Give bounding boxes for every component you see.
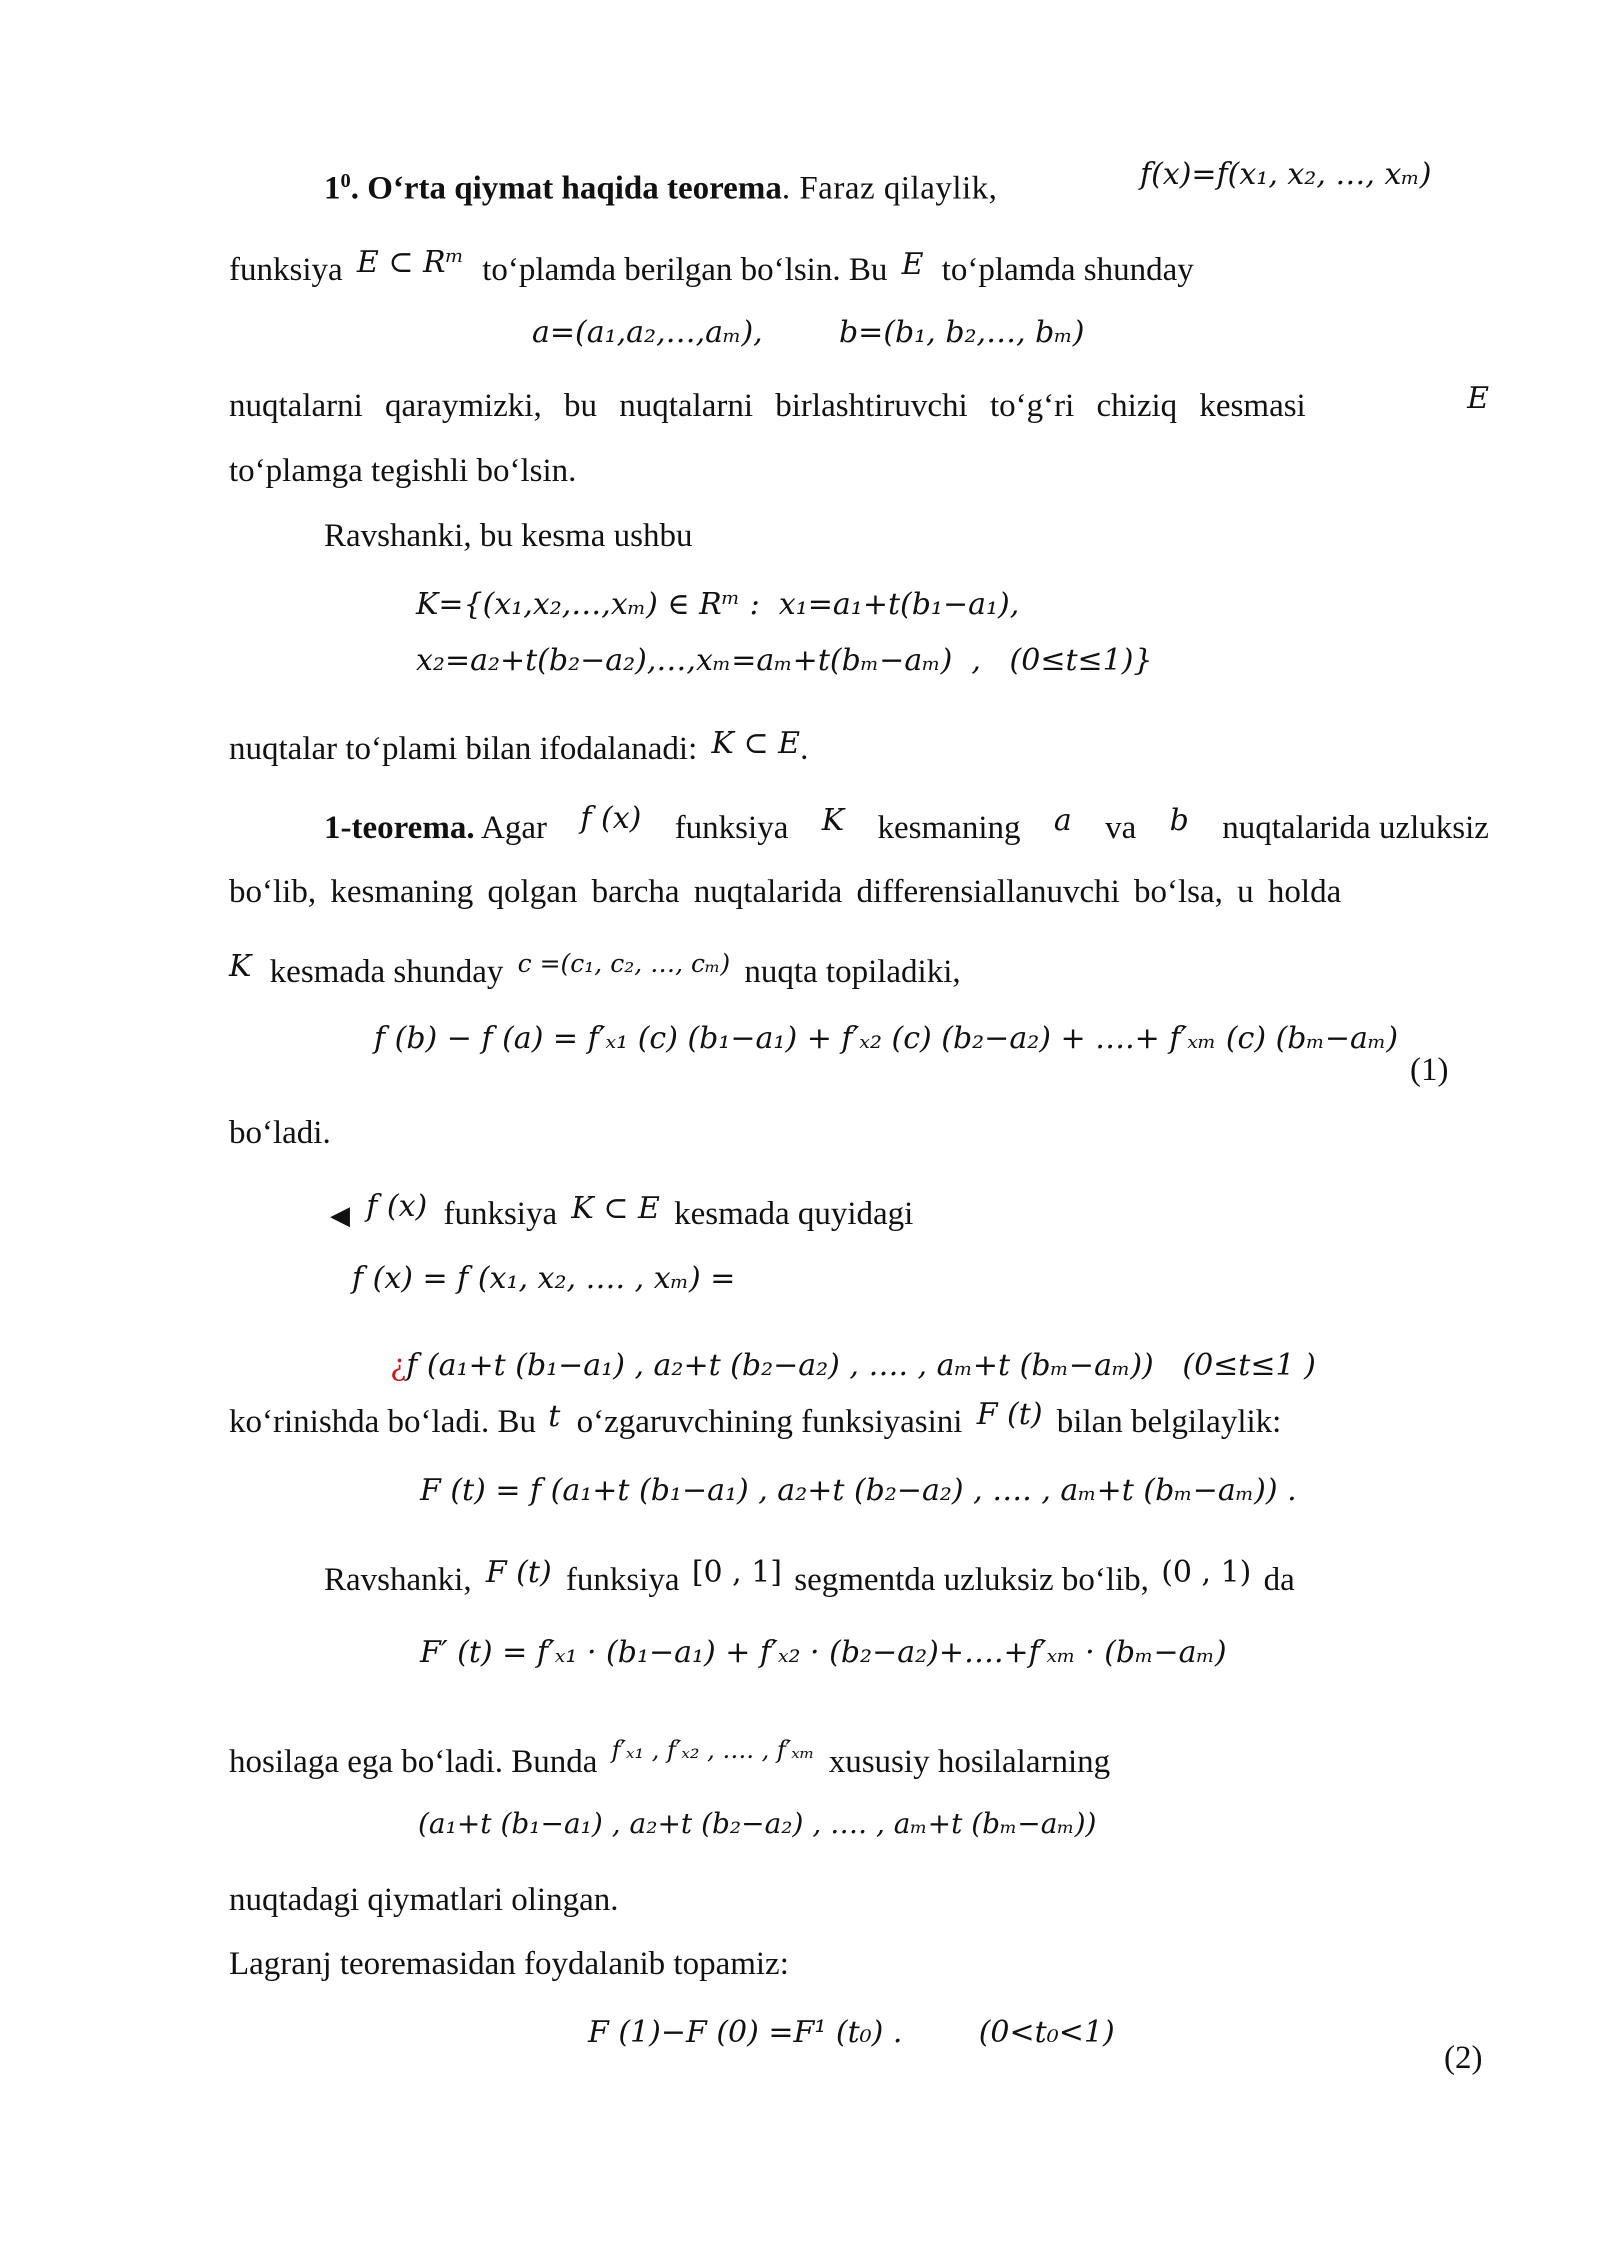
text-line xyxy=(229,381,1489,426)
subset-math: K ⊂ E xyxy=(571,1191,660,1226)
math-b: b xyxy=(1169,803,1189,838)
text-line: Ravshanki, bu kesma ushbu xyxy=(324,518,693,554)
theorem-line-3 xyxy=(229,949,961,992)
text-span: hosilaga ega bo‘ladi. Bunda xyxy=(229,1744,598,1780)
math-K: K xyxy=(821,803,845,838)
text-span: nuqtalar to‘plami bilan ifodalanadi: xyxy=(229,731,698,767)
segment-math: [0 , 1] xyxy=(691,1555,783,1590)
text-line: Lagranj teoremasidan foydalanib topamiz: xyxy=(229,1946,789,1982)
broken-glyph: ¿ xyxy=(390,1347,407,1383)
points-formula: a=(a₁,a₂,…,aₘ), b=(b₁, b₂,…, bₘ) xyxy=(532,315,1085,350)
proof-line-4 xyxy=(229,1397,1282,1442)
text-span: nuqta topiladiki, xyxy=(744,954,961,990)
F-derivative-formula: F′ (t) = f′ₓ₁ · (b₁−a₁) + f′ₓ₂ · (b₂−a₂)+….+f′ₓₘ · (bₘ−aₘ) xyxy=(420,1635,1227,1670)
text-span: to‘plamda berilgan bo‘lsin. Bu xyxy=(482,252,888,288)
proof-line-1 xyxy=(330,1189,914,1234)
section-intro: . Faraz qilaylik, xyxy=(781,170,998,207)
text-span: kesmada shunday xyxy=(269,954,504,990)
text-span: funksiya xyxy=(443,1196,558,1232)
text-line xyxy=(229,726,809,769)
math-K: K xyxy=(229,949,252,984)
section-number-sup: 0 xyxy=(340,170,351,192)
math-t: t xyxy=(548,1399,561,1434)
formula-span: f (a₁+t (b₁−a₁) , a₂+t (b₂−a₂) , …. , aₘ+t (bₘ−aₘ)) (0≤t≤1 ) xyxy=(406,1347,1316,1383)
text-span: ko‘rinishda bo‘ladi. Bu xyxy=(229,1404,537,1440)
math-E: E xyxy=(901,247,924,282)
proof-marker-icon: ◀ xyxy=(330,1201,350,1230)
function-math: f (x) xyxy=(580,801,642,836)
set-definition-line-1: K={(x₁,x₂,…,xₘ) ∈ Rᵐ : x₁=a₁+t(b₁−a₁), xyxy=(416,587,1020,622)
function-math: f (x) xyxy=(366,1189,428,1224)
text-span: segmentda uzluksiz bo‘lib, xyxy=(794,1562,1149,1598)
theorem-line-2: bo‘lib, kesmaning qolgan barcha nuqtalarida differensiallanuvchi bo‘lsa, u holda xyxy=(229,874,1342,910)
set-inclusion-math: E ⊂ Rᵐ xyxy=(356,245,465,280)
equation-1-number: (1) xyxy=(1410,1052,1449,1088)
equation-2: F (1)−F (0) =F¹ (t₀) . (0<t₀<1) xyxy=(588,2015,1115,2050)
proof-line-6 xyxy=(324,1555,1295,1600)
text-span: funksiya xyxy=(229,252,343,288)
function-F-math: F (t) xyxy=(976,1397,1043,1432)
text-span: da xyxy=(1263,1562,1295,1598)
text-span: kesmaning xyxy=(877,810,1021,846)
text-span: xususiy hosilalarning xyxy=(828,1744,1111,1780)
F-definition-formula: F (t) = f (a₁+t (b₁−a₁) , a₂+t (b₂−a₂) , …. , aₘ+t (bₘ−aₘ)) . xyxy=(420,1473,1297,1508)
math-E: E xyxy=(1467,381,1489,416)
text-span: funksiya xyxy=(674,810,789,846)
text-span: bilan belgilaylik: xyxy=(1056,1404,1282,1440)
text-line: nuqtadagi qiymatlari olingan. xyxy=(229,1882,619,1918)
equation-2-number: (2) xyxy=(1444,2040,1483,2076)
set-definition-line-2: x₂=a₂+t(b₂−a₂),…,xₘ=aₘ+t(bₘ−aₘ) , (0≤t≤1)} xyxy=(416,643,1153,678)
text-span: o‘zgaruvchining funksiyasini xyxy=(576,1404,963,1440)
theorem-label: 1-teorema. xyxy=(324,810,475,846)
section-heading xyxy=(324,157,1484,208)
proof-formula-line-1: f (x) = f (x₁, x₂, …. , xₘ) = xyxy=(352,1261,736,1296)
theorem-line-1 xyxy=(324,801,1489,848)
text-line xyxy=(229,245,1194,290)
text-span: . xyxy=(800,731,809,767)
text-span: kesmada quyidagi xyxy=(674,1196,914,1232)
point-formula: (a₁+t (b₁−a₁) , a₂+t (b₂−a₂) , …. , aₘ+t (bₘ−aₘ)) xyxy=(418,1807,1097,1840)
proof-formula-line-2 xyxy=(352,1314,1316,1418)
text-span: nuqtalarni qaraymizki, bu nuqtalarni birlashtiruvchi to‘g‘ri chiziq kesmasi xyxy=(229,388,1306,424)
text-span: Ravshanki, xyxy=(324,1562,472,1598)
text-span: va xyxy=(1105,810,1137,846)
function-F-math: F (t) xyxy=(485,1555,552,1590)
text-span: Agar xyxy=(481,810,547,846)
section-number: 1 xyxy=(324,170,341,207)
text-span: nuqtalarida uzluksiz xyxy=(1222,810,1489,846)
text-line: bo‘ladi. xyxy=(229,1115,331,1151)
interval-math: (0 , 1) xyxy=(1161,1555,1252,1590)
function-definition: f(x)=f(x₁, x₂, …, xₘ) xyxy=(1140,157,1432,192)
proof-line-8 xyxy=(229,1736,1111,1782)
section-title: . O‘rta qiymat haqida teorema xyxy=(350,170,782,207)
text-span: to‘plamda shunday xyxy=(941,252,1194,288)
text-line: to‘plamga tegishli bo‘lsin. xyxy=(229,453,577,489)
equation-1: f (b) − f (a) = f′ₓ₁ (c) (b₁−a₁) + f′ₓ₂ (c) (b₂−a₂) + ….+ f′ₓₘ (c) (bₘ−aₘ) xyxy=(374,1021,1399,1056)
text-span: funksiya xyxy=(565,1562,680,1598)
math-a: a xyxy=(1053,803,1072,838)
subset-math: K ⊂ E xyxy=(711,726,801,761)
partial-derivatives-math: f′ₓ₁ , f′ₓ₂ , …. , f′ₓₘ xyxy=(611,1736,815,1764)
point-c-math: c =(c₁, c₂, …, cₘ) xyxy=(517,949,731,978)
